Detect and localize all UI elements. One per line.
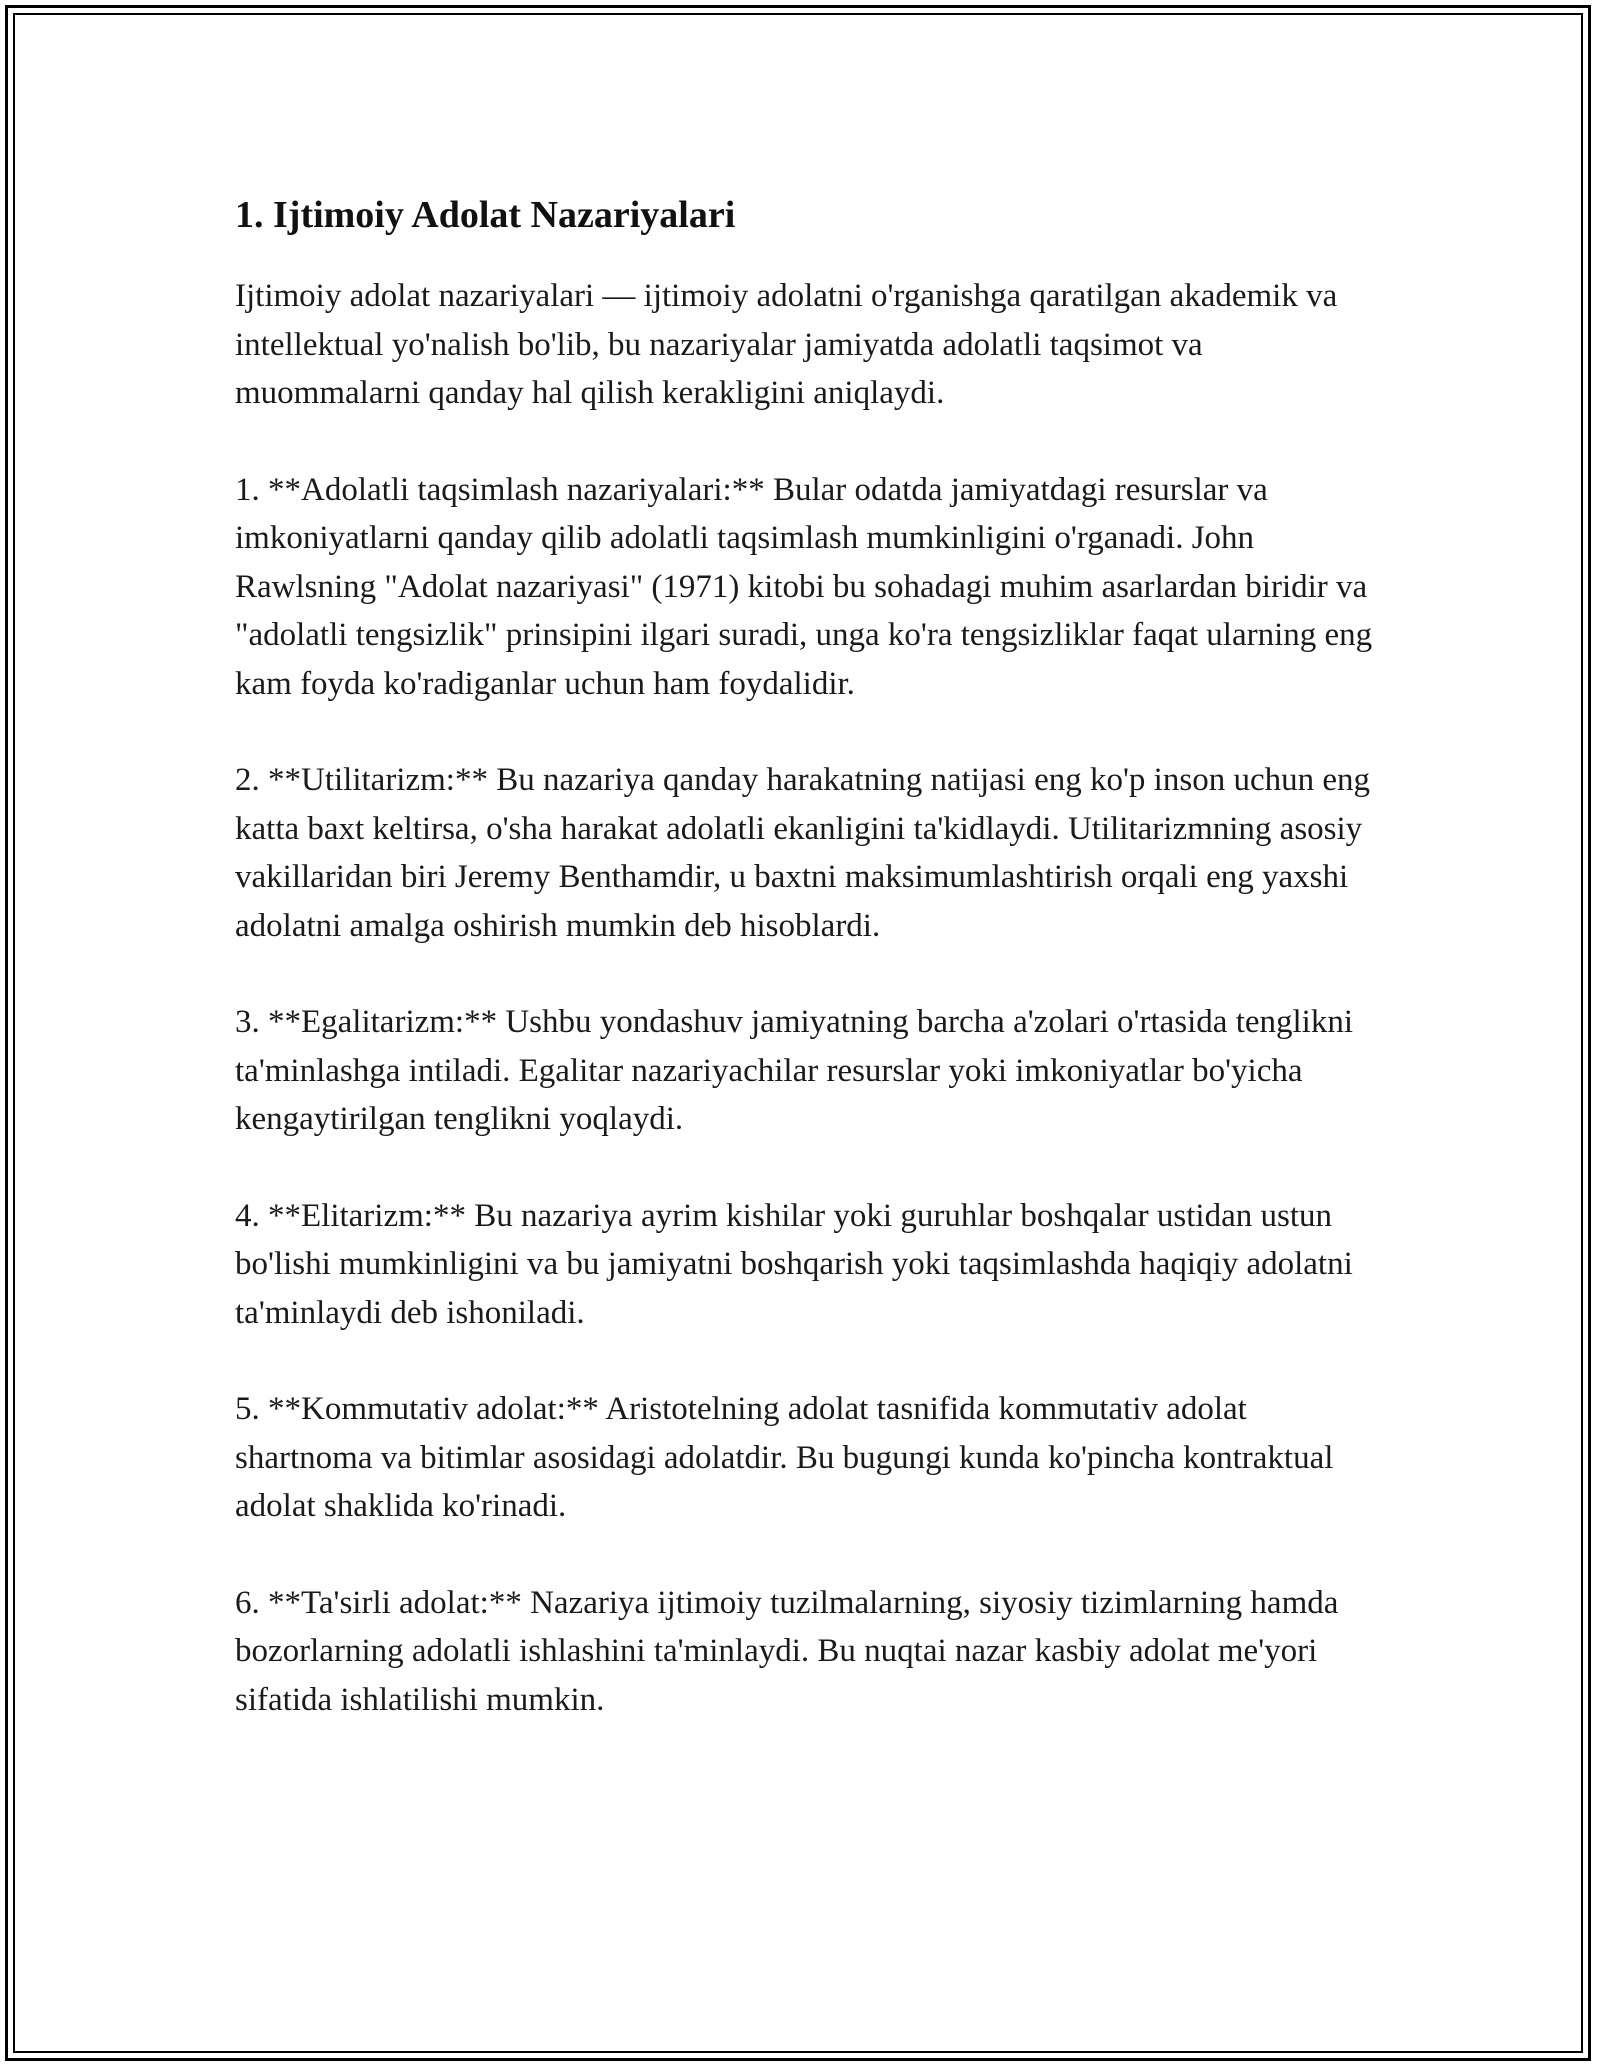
paragraph-egalitarianism: 3. **Egalitarizm:** Ushbu yondashuv jamiyatning barcha a'zolari o'rtasida tenglikni ta'minlashga intiladi. Egalitar nazariyachilar resurslar yoki imkoniyatlar bo'yicha kengaytirilgan tenglikni yoqlaydi. — [235, 1004, 1354, 1137]
paragraph-distributive-justice: 1. **Adolatli taqsimlash nazariyalari:** Bular odatda jamiyatdagi resurslar va imkoniyatlarni qanday qilib adolatli taqsimlash mumkinligini o'rganadi. John Rawlsning "Adolat nazariyasi" (1971) kitobi bu sohadagi muhim asarlardan biridir va "adolatli tengsizlik" prinsipini ilgari suradi, unga ko'ra tengsizliklar faqat ularning eng kam foyda ko'radiganlar uchun ham foydalidir. — [235, 471, 1373, 702]
paragraph-utilitarianism: 2. **Utilitarizm:** Bu nazariya qanday harakatning natijasi eng ko'p inson uchun eng katta baxt keltirsa, o'sha harakat adolatli ekanligini ta'kidlaydi. Utilitarizmning asosiy vakillaridan biri Jeremy Benthamdir, u baxtni maksimumlashtirish orqali eng yaxshi adolatni amalga oshirish mumkin deb hisoblardi. — [235, 762, 1370, 944]
paragraph-effective-justice: 6. **Ta'sirli adolat:** Nazariya ijtimoiy tuzilmalarning, siyosiy tizimlarning hamda bozorlarning adolatli ishlashini ta'minlaydi. Bu nuqtai nazar kasbiy adolat me'yori sifatida ishlatilishi mumkin. — [235, 1584, 1339, 1718]
document-title: 1. Ijtimoiy Adolat Nazariyalari — [235, 194, 736, 236]
intro-paragraph: Ijtimoiy adolat nazariyalari — ijtimoiy adolatni o'rganishga qaratilgan akademik va intellektual yo'nalish bo'lib, bu nazariyalar jamiyatda adolatli taqsimot va muommalarni qanday hal qilish kerakligini aniqlaydi. — [235, 278, 1338, 411]
document-body — [235, 190, 1375, 1772]
paragraph-commutative-justice: 5. **Kommutativ adolat:** Aristotelning adolat tasnifida kommutativ adolat shartnoma va bitimlar asosidagi adolatdir. Bu bugungi kunda ko'pincha kontraktual adolat shaklida ko'rinadi. — [235, 1391, 1334, 1524]
paragraph-elitism: 4. **Elitarizm:** Bu nazariya ayrim kishilar yoki guruhlar boshqalar ustidan ustun bo'lishi mumkinligini va bu jamiyatni boshqarish yoki taqsimlashda haqiqiy adolatni ta'minlaydi deb ishoniladi. — [235, 1197, 1353, 1331]
